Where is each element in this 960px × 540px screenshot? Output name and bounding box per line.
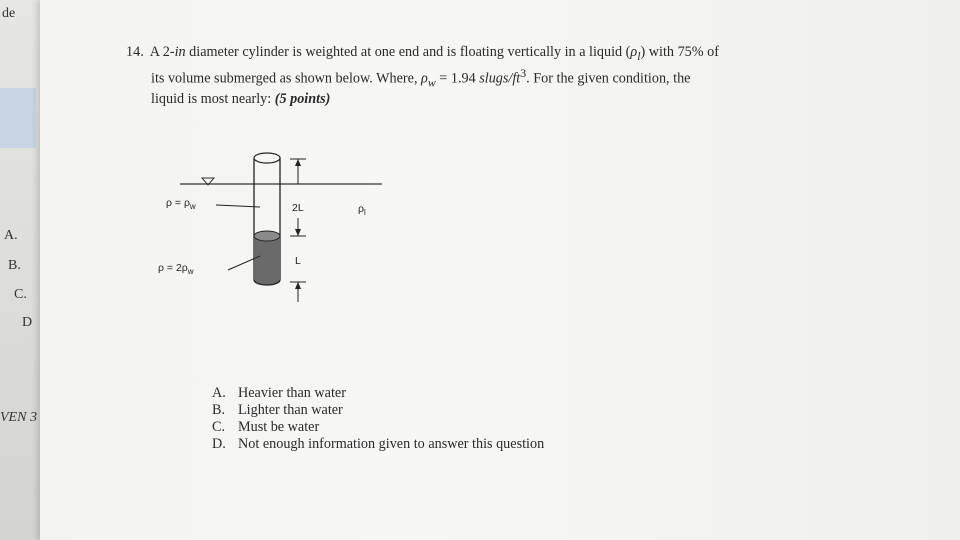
- dim-2l-arrow-down-icon: [295, 229, 301, 236]
- background-option-d: D: [22, 315, 33, 330]
- question-line-1: 14. A 2-in diameter cylinder is weighted at one end and is floating vertically in a liquid $(\rho_l)$ with 75% of: [126, 44, 719, 63]
- weight-top-surface: [254, 231, 280, 241]
- background-option-b: B.: [8, 258, 21, 273]
- background-header-fragment: de: [2, 6, 16, 21]
- dim-l-label: L: [295, 255, 301, 267]
- rho-2w-label: $\rho = 2\rho_w$: [158, 262, 194, 276]
- floating-cylinder-diagram: [150, 150, 390, 310]
- choice-d[interactable]: D. Not enough information given to answer this question: [212, 436, 545, 452]
- choice-b[interactable]: B. Lighter than water: [212, 402, 343, 418]
- cylinder-top: [254, 153, 280, 163]
- question-line-3: liquid is most nearly: (5 points): [151, 91, 331, 108]
- question-14: [126, 44, 806, 108]
- points-label: (5 points): [274, 91, 331, 108]
- answer-choices: [212, 385, 544, 453]
- dim-2l-arrow-up-icon: [295, 159, 301, 166]
- dim-l-arrow-up-icon: [295, 282, 301, 289]
- question-line-2: its volume submerged as shown below. Where, $\rho_w = 1.94$ slugs/$ft^3$. For the given condition, the: [151, 65, 691, 90]
- background-option-a: A.: [4, 228, 18, 243]
- background-option-c: C.: [14, 287, 27, 302]
- choice-c[interactable]: C. Must be water: [212, 419, 320, 435]
- background-sheet-highlight: [0, 88, 36, 148]
- rho-w-label: $\rho = \rho_w$: [166, 197, 196, 211]
- question-number: 14.: [126, 44, 144, 60]
- choice-a[interactable]: A. Heavier than water: [212, 385, 346, 401]
- dim-2l-label: 2L: [292, 202, 304, 214]
- background-footer-fragment: VEN 3: [0, 410, 37, 425]
- rho-l-label: $\rho_l$: [358, 203, 366, 217]
- cylinder-weight-fill: [254, 236, 280, 285]
